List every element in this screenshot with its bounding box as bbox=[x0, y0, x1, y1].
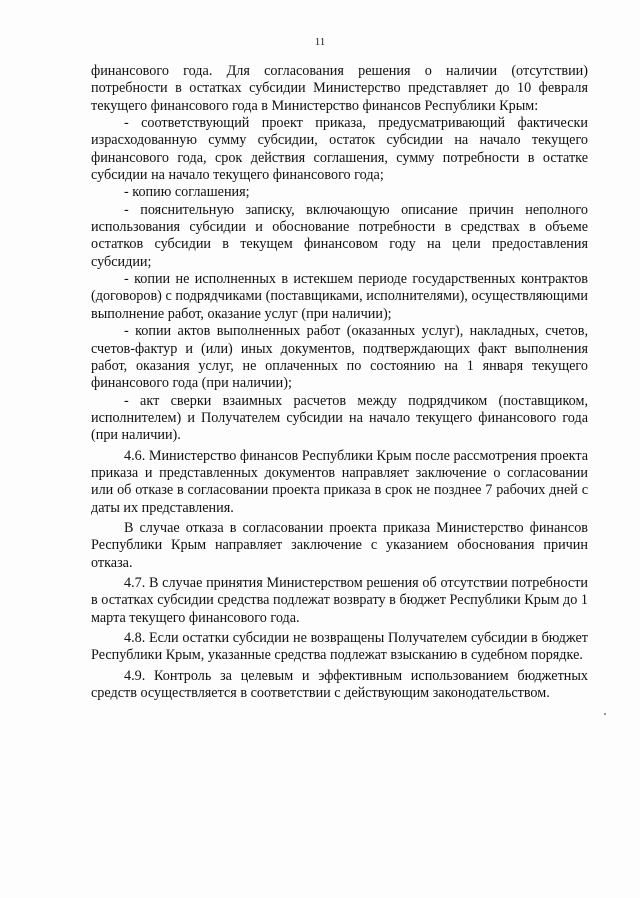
list-item-acts-copies: - копии актов выполненных работ (оказанных услуг), накладных, счетов, счетов-фактур и (или) иных документов, подтверждающих факт выполнения работ, оказания услуг, не оплаченных по состоянию на 1 января текущего финансового года (при наличии); bbox=[91, 323, 588, 392]
document-body bbox=[91, 63, 588, 702]
paragraph-4-7: 4.7. В случае принятия Министерством решения об отсутствии потребности в остатках субсидии средства подлежат возврату в бюджет Республики Крым до 1 марта текущего финансового года. bbox=[91, 574, 588, 626]
list-item-draft-order: - соответствующий проект приказа, предусматривающий фактически израсходованную сумму субсидии, остаток субсидии на начало текущего финансового года, срок действия соглашения, сумму потребности в остатке субсидии на начало текущего финансового года; bbox=[91, 115, 588, 184]
page-number: 11 bbox=[314, 36, 326, 48]
scan-speck bbox=[604, 713, 606, 715]
list-item-contract-copies: - копии не исполненных в истекшем периоде государственных контрактов (договоров) с подрядчиками (поставщиками, исполнителями), осуществляющими выполнение работ, оказание услуг (при наличии); bbox=[91, 271, 588, 322]
list-item-explanatory-note: - пояснительную записку, включающую описание причин неполного использования субсидии и обоснование потребности в средствах в объеме остатков субсидии в текущем финансовом году на цели предоставления субсидии; bbox=[91, 201, 588, 270]
list-item-agreement-copy: - копию соглашения; bbox=[124, 184, 250, 201]
paragraph-4-9: 4.9. Контроль за целевым и эффективным использованием бюджетных средств осуществляется в соответствии с действующим законодательством. bbox=[91, 667, 588, 702]
paragraph-continuation: финансового года. Для согласования решения о наличии (отсутствии) потребности в остатках субсидии Министерство представляет до 10 февраля текущего финансового года в Министерство финансов Республики Крым: bbox=[91, 63, 588, 114]
paragraph-4-8: 4.8. Если остатки субсидии не возвращены Получателем субсидии в бюджет Республики Крым, указанные средства подлежат взысканию в судебном порядке. bbox=[91, 630, 588, 664]
paragraph-refusal: В случае отказа в согласовании проекта приказа Министерство финансов Республики Крым направляет заключение с указанием обоснования причин отказа. bbox=[91, 519, 588, 571]
list-item-reconciliation-act: - акт сверки взаимных расчетов между подрядчиком (поставщиком, исполнителем) и Получателем субсидии на начало текущего финансового года (при наличии). bbox=[91, 392, 588, 444]
paragraph-4-6: 4.6. Министерство финансов Республики Крым после рассмотрения проекта приказа и представленных документов направляет заключение о согласовании или об отказе в согласовании проекта приказа в срок не позднее 7 рабочих дней с даты их представления. bbox=[91, 447, 588, 516]
